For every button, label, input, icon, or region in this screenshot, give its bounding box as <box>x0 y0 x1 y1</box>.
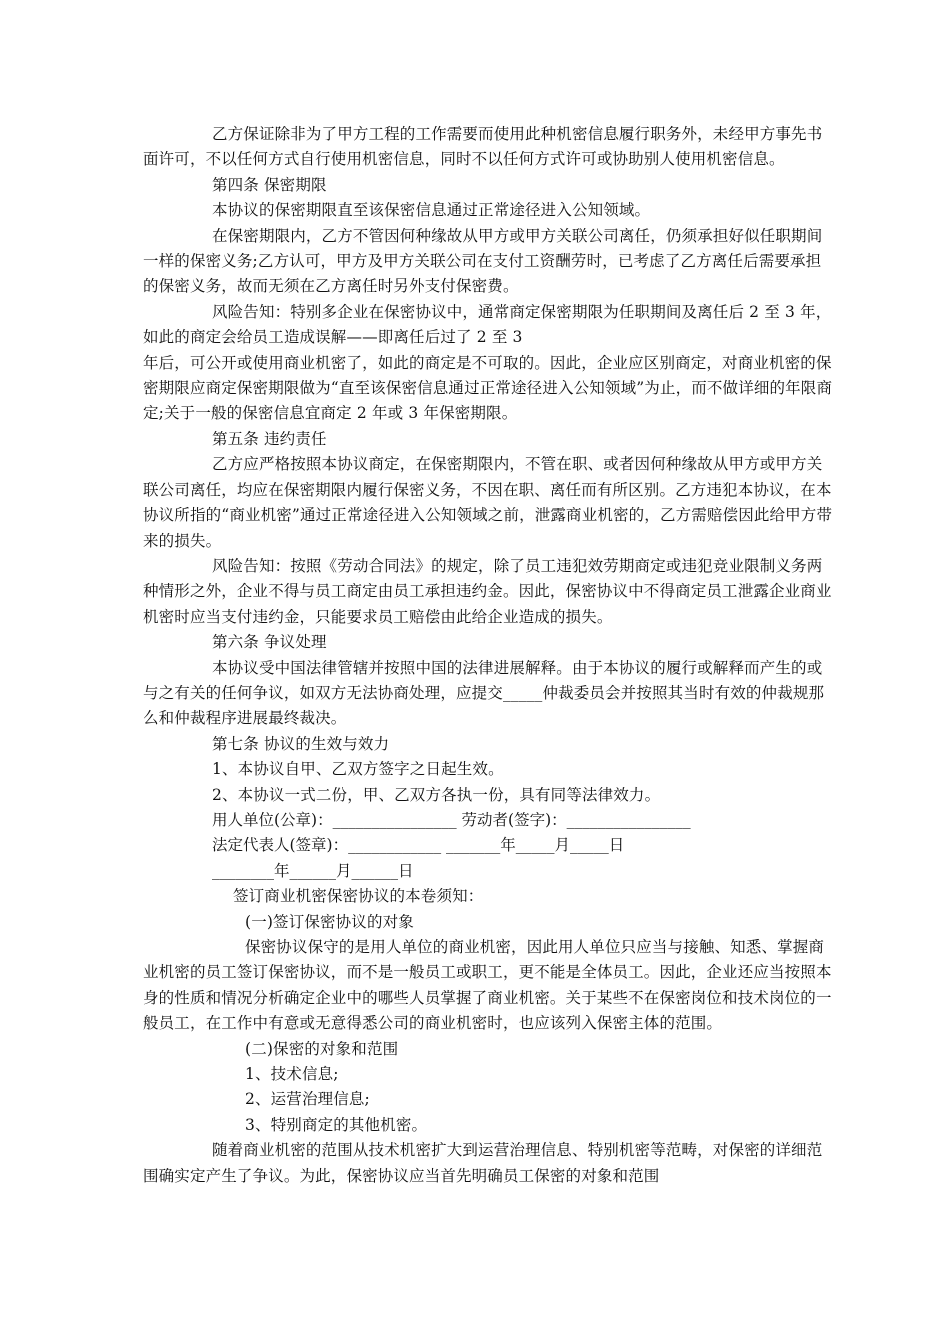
document-body <box>143 122 833 1189</box>
signature-line-date: ________年______月______日 <box>212 861 414 880</box>
heading-article-5: 第五条 违约责任 <box>212 429 327 448</box>
paragraph-confidentiality-use: 乙方保证除非为了甲方工程的工作需要而使用此种机密信息履行职务外，未经甲方事先书面许可，不以任何方式自行使用机密信息，同时不以任何方式许可或协助别人使用机密信息。 <box>143 125 823 169</box>
clause-effective-date: 1、本协议自甲、乙双方签字之日起生效。 <box>212 760 504 779</box>
heading-notes: 签订商业机密保密协议的本卷须知： <box>233 887 484 906</box>
heading-notes-scope: (二)保密的对象和范围 <box>245 1039 399 1058</box>
heading-article-7: 第七条 协议的生效与效力 <box>212 734 390 753</box>
paragraph-risk-notice-term-a: 风险告知：特别多企业在保密协议中，通常商定保密期限为任职期间及离任后 2 至 3 年，如此的商定会给员工造成误解——即离任后过了 2 至 3 <box>143 302 832 347</box>
paragraph-term-departure: 在保密期限内，乙方不管因何种缘故从甲方或甲方关联公司离任，仍须承担好似任职期间一样的保密义务;乙方认可，甲方及甲方关联公司在支付工资酬劳时，已考虑了乙方离任后需要承担的保密义务，故而无须在乙方离任时另外支付保密费。 <box>143 226 823 296</box>
paragraph-risk-notice-term-b: 年后，可公开或使用商业机密了，如此的商定是不可取的。因此，企业应区别商定，对商业机密的保密期限应商定保密期限做为“直至该保密信息通过正常途径进入公知领域”为止，而不做详细的年限商定;关于一般的保密信息宜商定 2 年或 3 年保密期限。 <box>143 353 833 423</box>
signature-line-parties: 用人单位(公章)：________________ 劳动者(签字)：________________ <box>212 810 691 829</box>
paragraph-term: 本协议的保密期限直至该保密信息通过正常途径进入公知领域。 <box>212 201 651 220</box>
list-item-other-secrets: 3、特别商定的其他机密。 <box>245 1115 428 1134</box>
heading-article-6: 第六条 争议处理 <box>212 633 327 652</box>
list-item-operations-info: 2、运营治理信息; <box>245 1090 370 1109</box>
paragraph-risk-notice-liability: 风险告知：按照《劳动合同法》的规定，除了员工违犯效劳期商定或违犯竞业限制义务两种情形之外，企业不得与员工商定由员工承担违约金。因此，保密协议中不得商定员工泄露企业商业机密时应当支付违约金，只能要求员工赔偿由此给企业造成的损失。 <box>143 556 832 626</box>
heading-article-4: 第四条 保密期限 <box>212 175 327 194</box>
list-item-technical-info: 1、技术信息; <box>245 1065 339 1084</box>
signature-line-legal-rep: 法定代表人(签章)：____________ _______年_____月_____日 <box>212 836 625 855</box>
heading-notes-subject: (一)签订保密协议的对象 <box>245 912 414 931</box>
paragraph-notes-subject: 保密协议保守的是用人单位的商业机密，因此用人单位只应当与接触、知悉、掌握商业机密的员工签订保密协议，而不是一般员工或职工，更不能是全体员工。因此，企业还应当按照本身的性质和情况分析确定企业中的哪些人员掌握了商业机密。关于某些不在保密岗位和技术岗位的一般员工，在工作中有意或无意得悉公司的商业机密时，也应该列入保密主体的范围。 <box>143 938 832 1033</box>
clause-copies: 2、本协议一式二份，甲、乙双方各执一份，具有同等法律效力。 <box>212 785 661 804</box>
paragraph-scope-dispute: 随着商业机密的范围从技术机密扩大到运营治理信息、特别机密等范畴，对保密的详细范围确实定产生了争议。为此，保密协议应当首先明确员工保密的对象和范围 <box>143 1141 823 1185</box>
paragraph-liability: 乙方应严格按照本协议商定，在保密期限内，不管在职、或者因何种缘故从甲方或甲方关联公司离任，均应在保密期限内履行保密义务，不因在职、离任而有所区别。乙方违犯本协议，在本协议所指的“商业机密”通过正常途径进入公知领域之前，泄露商业机密的，乙方需赔偿因此给甲方带来的损失。 <box>143 455 833 550</box>
paragraph-dispute: 本协议受中国法律管辖并按照中国的法律进展解释。由于本协议的履行或解释而产生的或与之有关的任何争议，如双方无法协商处理，应提交_____仲裁委员会并按照其当时有效的仲裁规那么和仲裁程序进展最终裁决。 <box>143 658 825 728</box>
